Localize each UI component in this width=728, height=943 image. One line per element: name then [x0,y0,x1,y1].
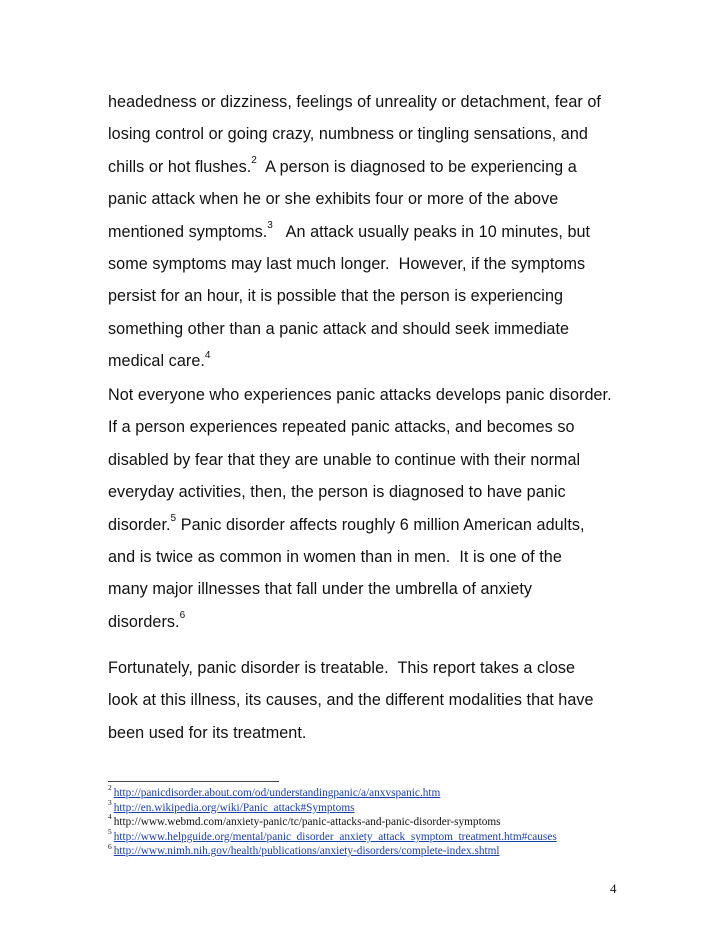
footnotes [108,783,557,859]
footnote-ref-4[interactable]: 4 [204,349,211,361]
footnote-number: 2 [108,783,112,793]
paragraph-3 [108,652,628,749]
p2-line-4: everyday activities, then, the person is diagnosed to have panic [108,483,566,502]
footnote-number: 6 [108,841,112,851]
footnote-link[interactable]: http://www.nimh.nih.gov/health/publications/anxiety-disorders/complete-index.shtml [113,845,500,858]
footnote-6 [108,841,557,859]
footnote-separator [108,781,279,782]
paragraph-1 [108,86,628,378]
footnote-4 [108,812,557,830]
p1-line-2: losing control or going crazy, numbness or tingling sensations, and [108,125,588,144]
p3-line-2: look at this illness, its causes, and the different modalities that have [108,691,594,710]
p2-line-5: disorder.$^5$ Panic disorder affects roughly 6 million American adults, [108,513,585,534]
p1-line-3: chills or hot flushes.$^2$ A person is diagnosed to be experiencing a [108,155,577,176]
footnote-3 [108,797,557,816]
p2-line-7: many major illnesses that fall under the umbrella of anxiety [108,580,533,599]
footnote-ref-5[interactable]: 5 [170,513,177,525]
p1-line-9: medical care.$^4$ [108,349,211,371]
footnote-link[interactable]: http://www.helpguide.org/mental/panic_disorder_anxiety_attack_symptom_treatment.htm#causes [113,830,557,843]
p2-line-1: Not everyone who experiences panic attacks develops panic disorder. [108,386,612,404]
p2-line-8: disorders.$^6$ [108,610,186,631]
p2-line-6: and is twice as common in women than in men. It is one of the [108,547,562,566]
footnote-5 [108,827,557,845]
footnote-ref-2[interactable]: 2 [251,155,257,167]
p1-line-4: panic attack when he or she exhibits four or more of the above [108,190,559,209]
footnote-ref-3[interactable]: 3 [267,220,273,232]
p2-line-2: If a person experiences repeated panic attacks, and becomes so [108,418,575,437]
p2-line-3: disabled by fear that they are unable to continue with their normal [108,450,581,469]
footnote-2 [108,783,557,801]
paragraph-2 [108,379,628,638]
page-number: 4 [610,881,617,896]
p1-line-8: something other than a panic attack and should seek immediate [108,319,570,338]
p1-line-1: headedness or dizziness, feelings of unreality or detachment, fear of [108,93,601,111]
footnote-number: 5 [108,827,112,837]
p3-line-1: Fortunately, panic disorder is treatable. This report takes a close [108,659,576,677]
footnote-link[interactable]: http://en.wikipedia.org/wiki/Panic_attack#Symptoms [113,801,355,814]
p1-line-5: mentioned symptoms.$^3$ An attack usually peaks in 10 minutes, but [108,220,591,241]
footnote-number: 4 [108,812,112,822]
p3-line-3: been used for its treatment. [108,723,307,742]
footnote-link[interactable]: http://panicdisorder.about.com/od/understandingpanic/a/anxvspanic.htm [113,787,441,799]
footnote-ref-6[interactable]: 6 [179,610,186,622]
p1-line-7: persist for an hour, it is possible that the person is experiencing [108,287,564,306]
footnote-number: 3 [108,797,112,807]
p1-line-6: some symptoms may last much longer. However, if the symptoms [108,254,586,273]
footnote-text: http://www.webmd.com/anxiety-panic/tc/panic-attacks-and-panic-disorder-symptoms [113,816,501,829]
